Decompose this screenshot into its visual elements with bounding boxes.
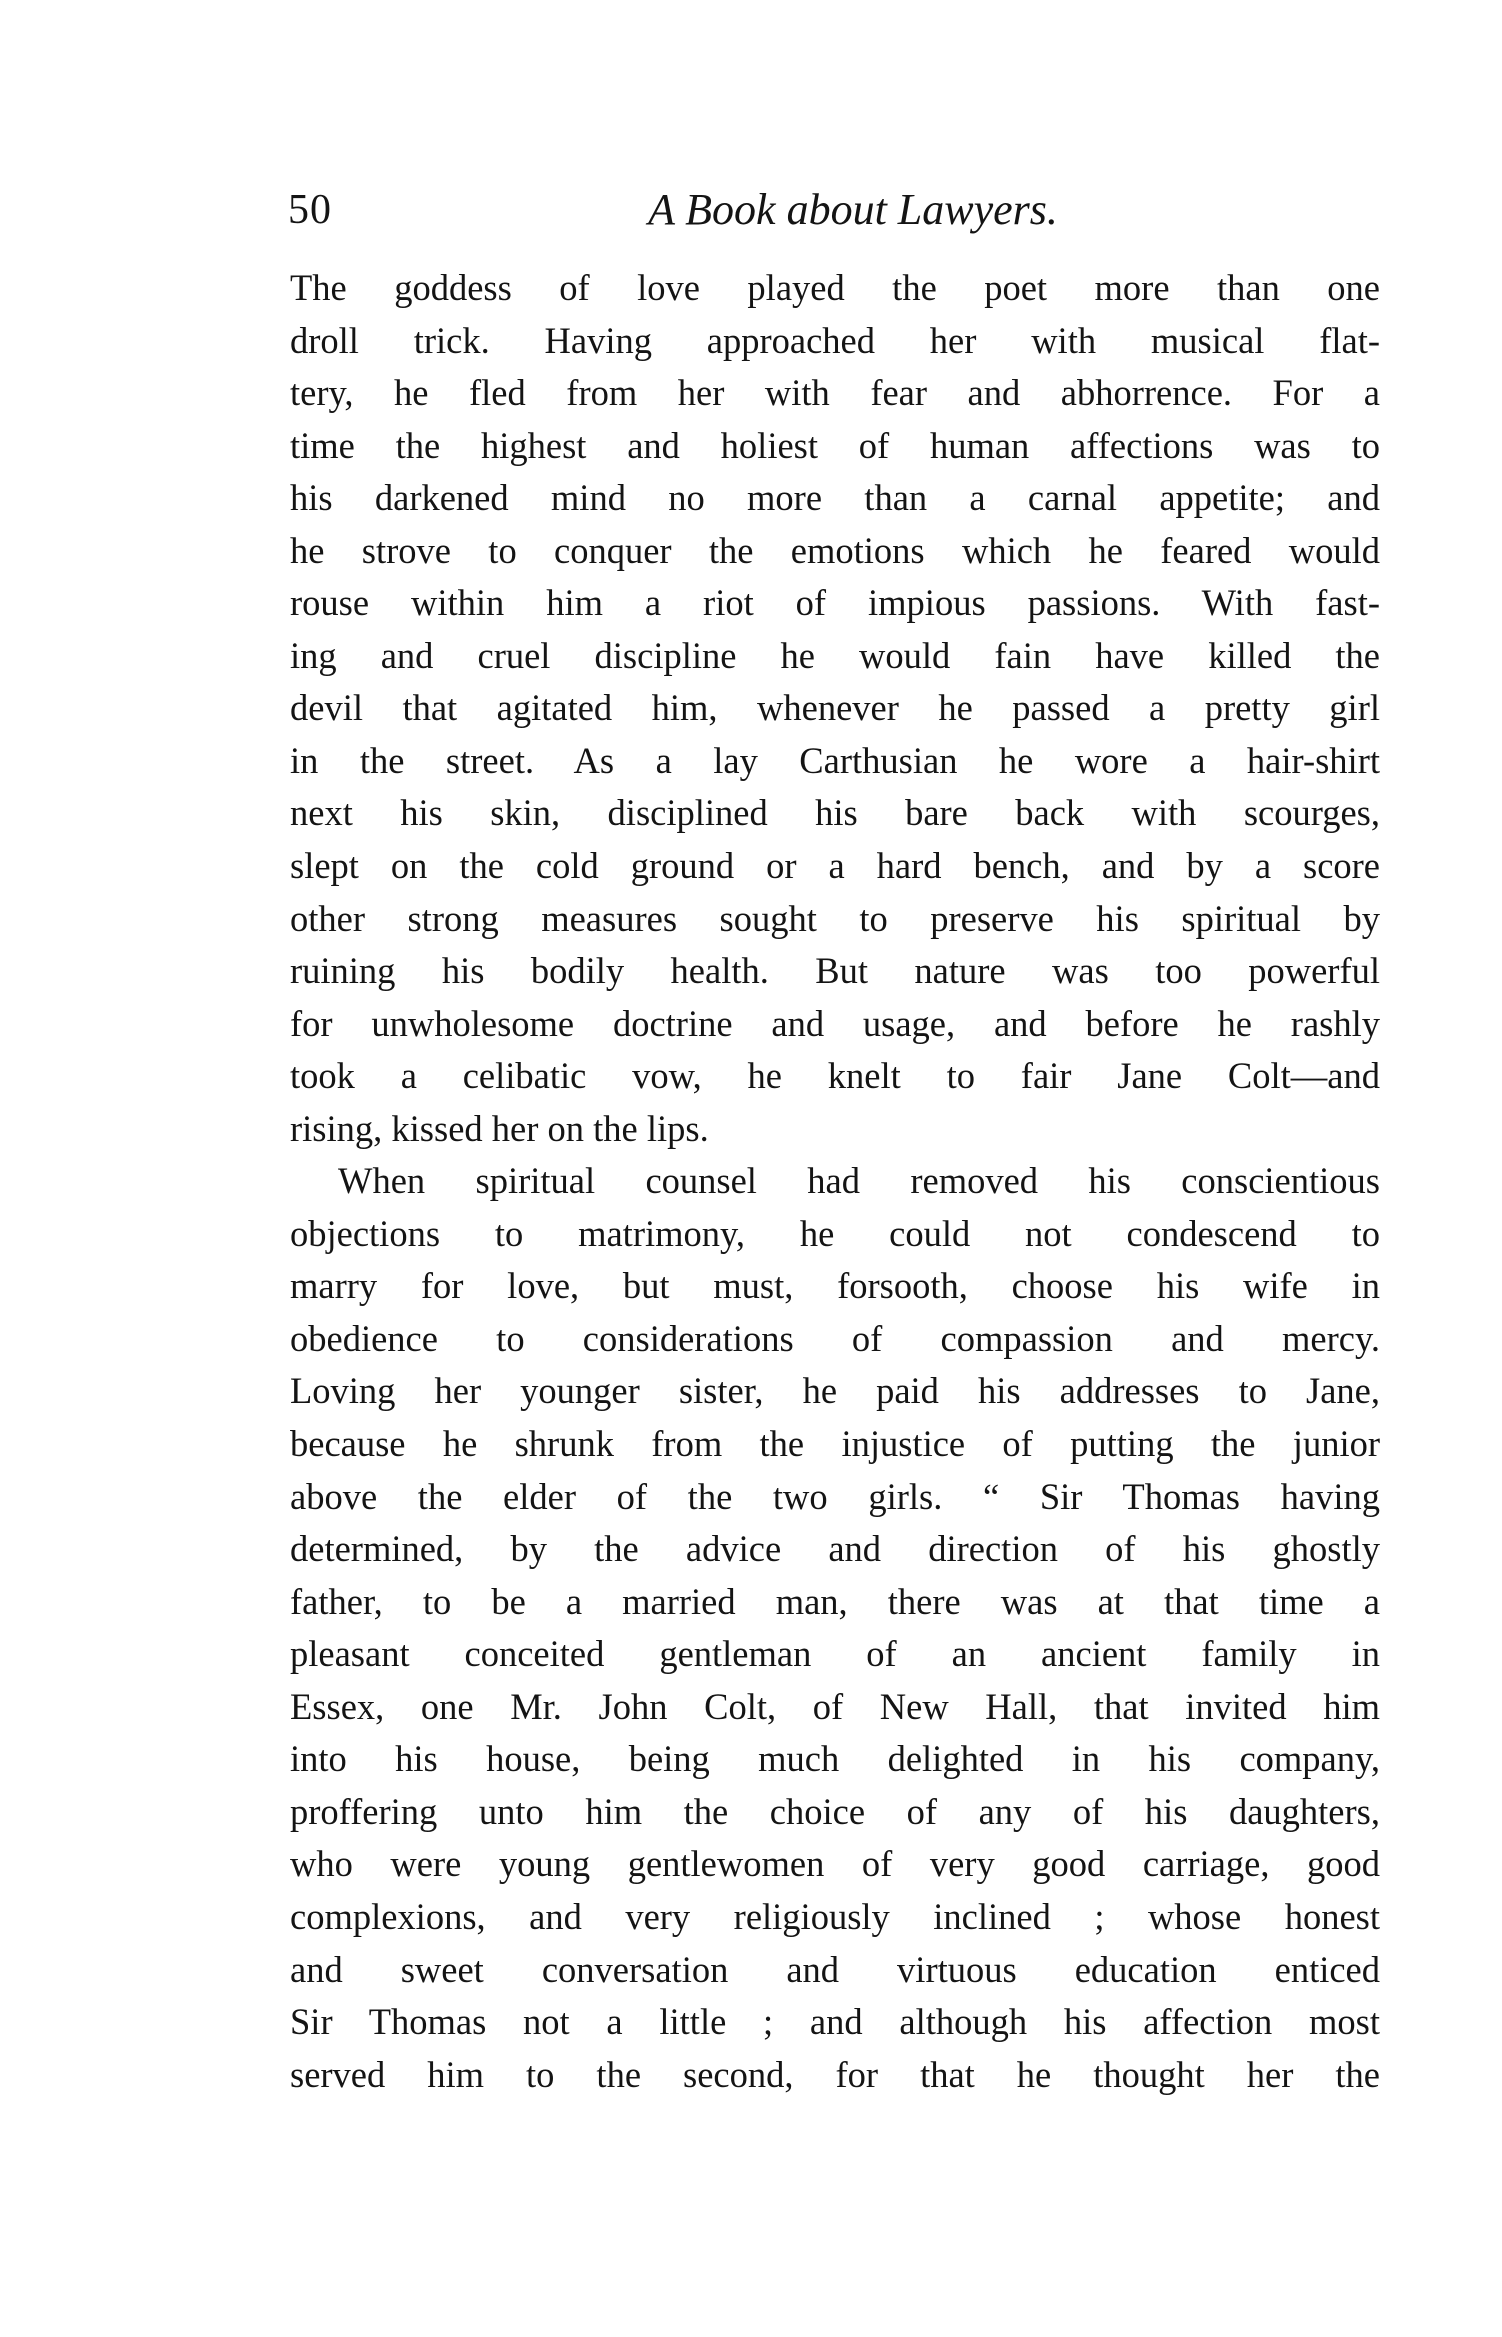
text-line: Sir Thomas not a little ; and although his affection most	[290, 2001, 1380, 2043]
text-line: other strong measures sought to preserve his spiritual by	[290, 897, 1380, 939]
text-line: objections to matrimony, he could not condescend to	[290, 1212, 1380, 1254]
text-line: he strove to conquer the emotions which he feared would	[290, 529, 1380, 571]
text-line: in the street. As a lay Carthusian he wore a hair-shirt	[290, 739, 1380, 781]
text-line: ing and cruel discipline he would fain have killed the	[290, 634, 1380, 676]
text-line: took a celibatic vow, he knelt to fair Jane Colt—and	[290, 1055, 1380, 1097]
text-line: rouse within him a riot of impious passions. With fast-	[290, 582, 1380, 624]
paragraph-1	[290, 262, 1380, 1155]
text-line: and sweet conversation and virtuous education enticed	[290, 1948, 1380, 1990]
text-line: Essex, one Mr. John Colt, of New Hall, that invited him	[290, 1685, 1380, 1727]
text-line: slept on the cold ground or a hard bench, and by a score	[290, 845, 1380, 887]
text-line: time the highest and holiest of human affections was to	[290, 424, 1380, 466]
text-line: because he shrunk from the injustice of putting the junior	[290, 1423, 1380, 1465]
text-line: served him to the second, for that he thought her the	[290, 2053, 1380, 2095]
text-line: father, to be a married man, there was at that time a	[290, 1580, 1380, 1622]
paragraph-2	[290, 1155, 1380, 2101]
text-line: When spiritual counsel had removed his conscientious	[338, 1160, 1380, 1202]
text-line: above the elder of the two girls. “ Sir Thomas having	[290, 1475, 1380, 1517]
page-number: 50	[288, 187, 332, 233]
text-line: complexions, and very religiously inclined ; whose honest	[290, 1895, 1380, 1937]
text-line: marry for love, but must, forsooth, choose his wife in	[290, 1265, 1380, 1307]
text-line: for unwholesome doctrine and usage, and before he rashly	[290, 1002, 1380, 1044]
text-line: determined, by the advice and direction of his ghostly	[290, 1528, 1380, 1570]
text-line: into his house, being much delighted in his company,	[290, 1738, 1380, 1780]
body-text	[290, 262, 1380, 2101]
text-line: pleasant conceited gentleman of an ancient family in	[290, 1633, 1380, 1675]
text-line: next his skin, disciplined his bare back with scourges,	[290, 792, 1380, 834]
text-line: who were young gentlewomen of very good carriage, good	[290, 1843, 1380, 1885]
text-line: his darkened mind no more than a carnal appetite; and	[290, 477, 1380, 519]
text-line: Loving her younger sister, he paid his addresses to Jane,	[290, 1370, 1380, 1412]
running-title: A Book about Lawyers.	[648, 185, 1058, 234]
text-line: proffering unto him the choice of any of his daughters,	[290, 1790, 1380, 1832]
text-line: obedience to considerations of compassion and mercy.	[290, 1317, 1380, 1359]
text-line: tery, he fled from her with fear and abhorrence. For a	[290, 372, 1380, 414]
text-line: ruining his bodily health. But nature was too powerful	[290, 950, 1380, 992]
text-line: rising, kissed her on the lips.	[290, 1107, 709, 1149]
text-line: The goddess of love played the poet more than one	[290, 267, 1380, 308]
text-line: droll trick. Having approached her with musical flat-	[290, 319, 1380, 361]
running-header	[288, 178, 1378, 242]
text-line: devil that agitated him, whenever he passed a pretty girl	[290, 687, 1380, 729]
